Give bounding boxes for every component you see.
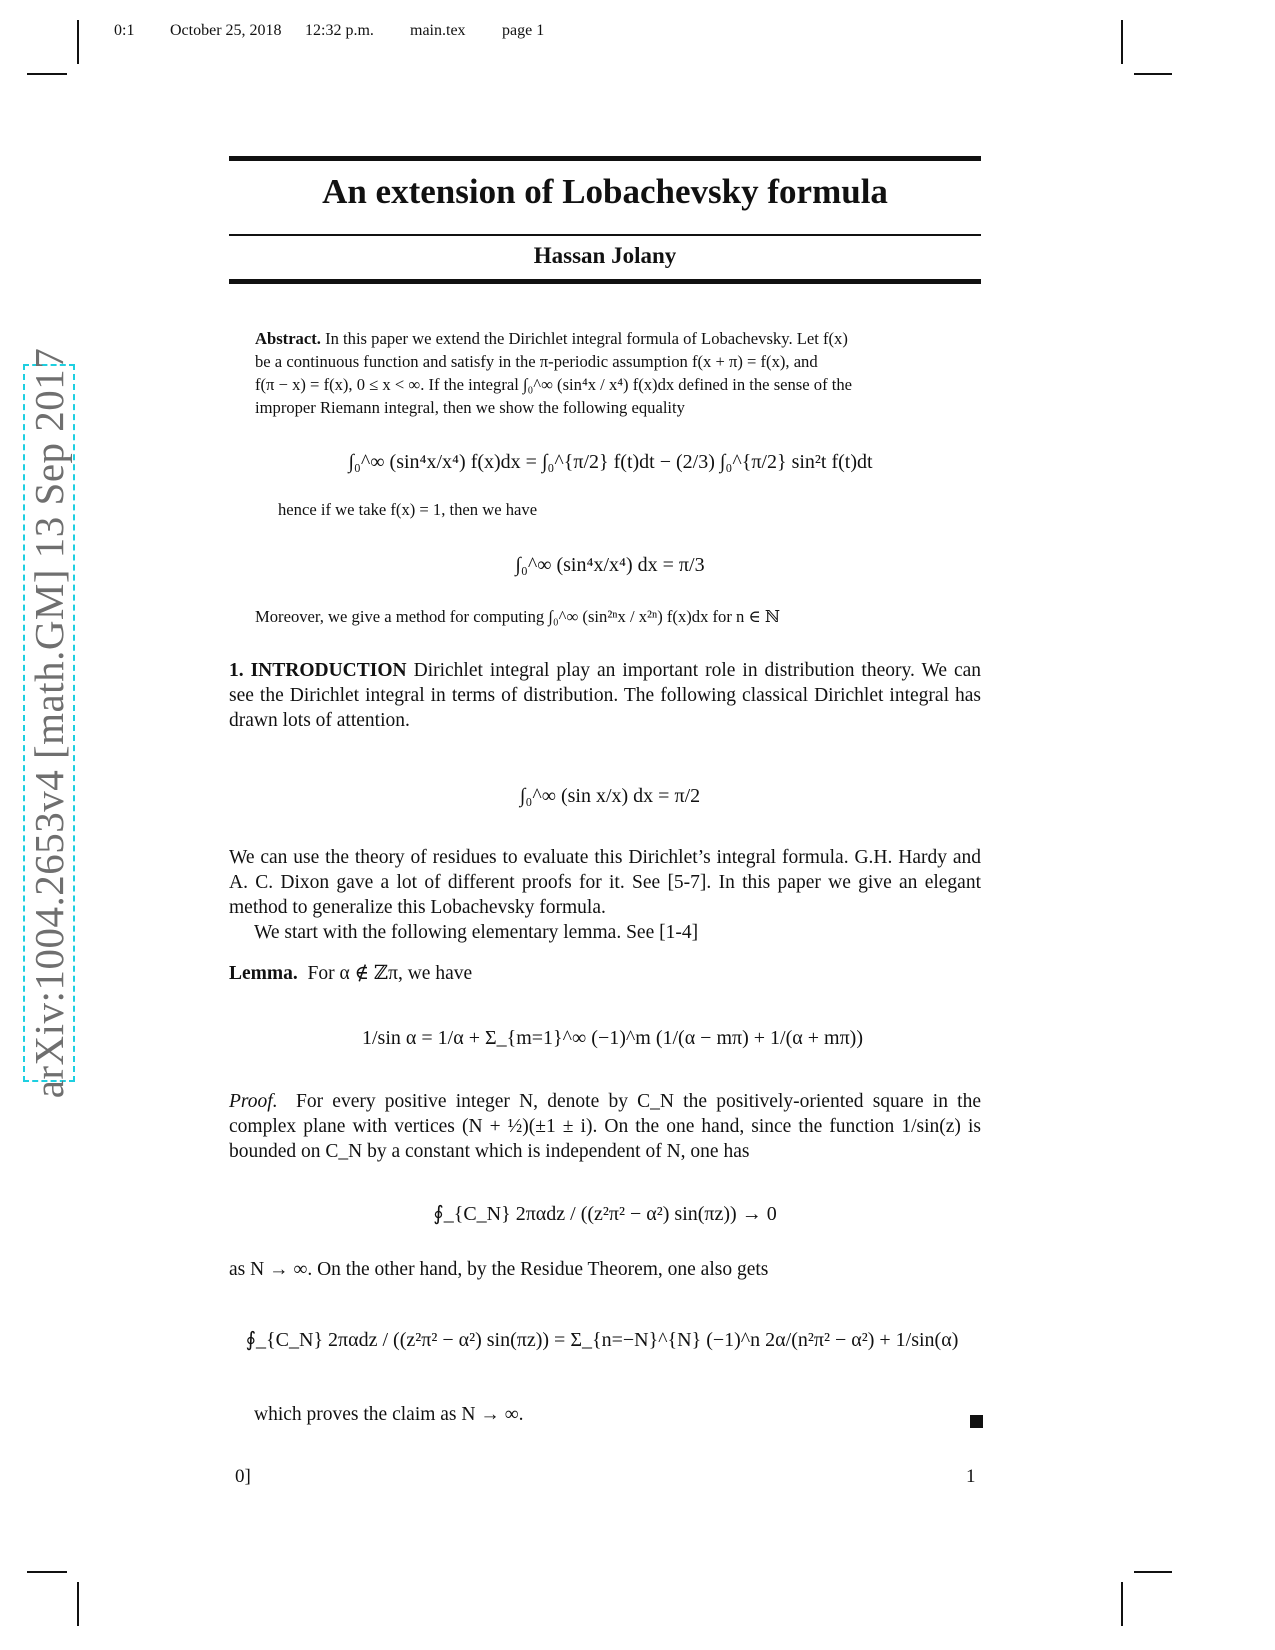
intro-paragraph-3: We start with the following elementary lemma. See [1-4] (254, 922, 699, 943)
equation-6: ∮_{C_N} 2παdz / ((z²π² − α²) sin(πz)) = Σ_{n=−N}^{N} (−1)^n 2α/(n²π² − α²) + 1/sin(α) (245, 1328, 959, 1351)
author-name: Hassan Jolany (533, 243, 677, 268)
title-bottom-rule (229, 234, 981, 236)
proof-label: Proof. (229, 1091, 278, 1112)
equation-4: 1/sin α = 1/α + Σ_{m=1}^∞ (−1)^m (1/(α − mπ) + 1/(α + mπ)) (362, 1026, 864, 1049)
page-number: 1 (966, 1466, 976, 1487)
header-date: October 25, 2018 (170, 22, 282, 39)
abstract-label: Abstract. (255, 329, 321, 348)
abstract-line: improper Riemann integral, then we show the following equality (255, 398, 685, 417)
header-time: 12:32 p.m. (305, 22, 374, 39)
footer-left: 0] (235, 1466, 251, 1487)
header-version: 0:1 (114, 22, 135, 39)
header-page: page 1 (502, 22, 545, 39)
intro-heading: 1. INTRODUCTION (229, 660, 407, 681)
crop-mark (1121, 1582, 1123, 1626)
abstract-hence-line: hence if we take f(x) = 1, then we have (278, 500, 538, 519)
arxiv-stamp[interactable] (23, 347, 75, 1099)
header-file: main.tex (410, 22, 466, 39)
crop-mark (1134, 73, 1172, 75)
qed-symbol (970, 1415, 983, 1428)
abstract-line: Abstract. In this paper we extend the Dirichlet integral formula of Lobachevsky. Let f(x) (255, 329, 848, 348)
crop-mark (27, 73, 67, 75)
equation-5: ∮_{C_N} 2παdz / ((z²π² − α²) sin(πz)) → 0 (433, 1202, 777, 1225)
lemma-label: Lemma. (229, 963, 298, 984)
author-bottom-rule (229, 279, 981, 284)
abstract (255, 327, 955, 419)
equation-3: ∫₀^∞ (sin x/x) dx = π/2 (519, 784, 701, 807)
equation-1: ∫₀^∞ (sin⁴x/x⁴) f(x)dx = ∫₀^{π/2} f(t)dt − (2/3) ∫₀^{π/2} sin²t f(t)dt (348, 450, 873, 473)
proof-claim-line: which proves the claim as N → ∞. (254, 1404, 524, 1425)
crop-mark (77, 1582, 79, 1626)
equation-2: ∫₀^∞ (sin⁴x/x⁴) dx = π/3 (515, 553, 705, 576)
abstract-moreover-line: Moreover, we give a method for computing ∫₀^∞ (sin²ⁿx / x²ⁿ) f(x)dx for n ∈ ℕ (255, 607, 781, 626)
lemma-statement: Lemma. For α ∉ ℤπ, we have (229, 963, 473, 984)
abstract-line: be a continuous function and satisfy in the π-periodic assumption f(x + π) = f(x), and (255, 352, 818, 371)
paper-title: An extension of Lobachevsky formula (322, 172, 888, 211)
arxiv-stamp-text: arXiv:1004.2653v4 [math.GM] 13 Sep 2017 (26, 347, 72, 1099)
intro-paragraph-2: We can use the theory of residues to evaluate this Dirichlet’s integral formula. G.H. Hardy and A. C. Dixon gave a lot of different proofs for it. See [5-7]. In this paper we give an elegant method to generalize this Lobachevsky formula. (229, 847, 981, 918)
crop-mark (1134, 1571, 1172, 1573)
intro-paragraph-1: 1. INTRODUCTION Dirichlet integral play an important role in distribution theory. We can see the Dirichlet integral in terms of distribution. The following classical Dirichlet integral has drawn lots of attention. (229, 660, 982, 731)
proof-as-line: as N → ∞. On the other hand, by the Residue Theorem, one also gets (229, 1259, 769, 1280)
crop-mark (1121, 20, 1123, 64)
crop-mark (77, 20, 79, 64)
abstract-line: f(π − x) = f(x), 0 ≤ x < ∞. If the integral ∫₀^∞ (sin⁴x / x⁴) f(x)dx defined in the sense of the (255, 375, 853, 394)
crop-mark (27, 1571, 67, 1573)
title-top-rule (229, 156, 981, 161)
proof-paragraph: Proof. For every positive integer N, denote by C_N the positively-oriented square in the complex plane with vertices (N + ½)(±1 ± i). On the one hand, since the function 1/sin(z) is bounded on C_N by a constant which is independent of N, one has (229, 1091, 982, 1162)
